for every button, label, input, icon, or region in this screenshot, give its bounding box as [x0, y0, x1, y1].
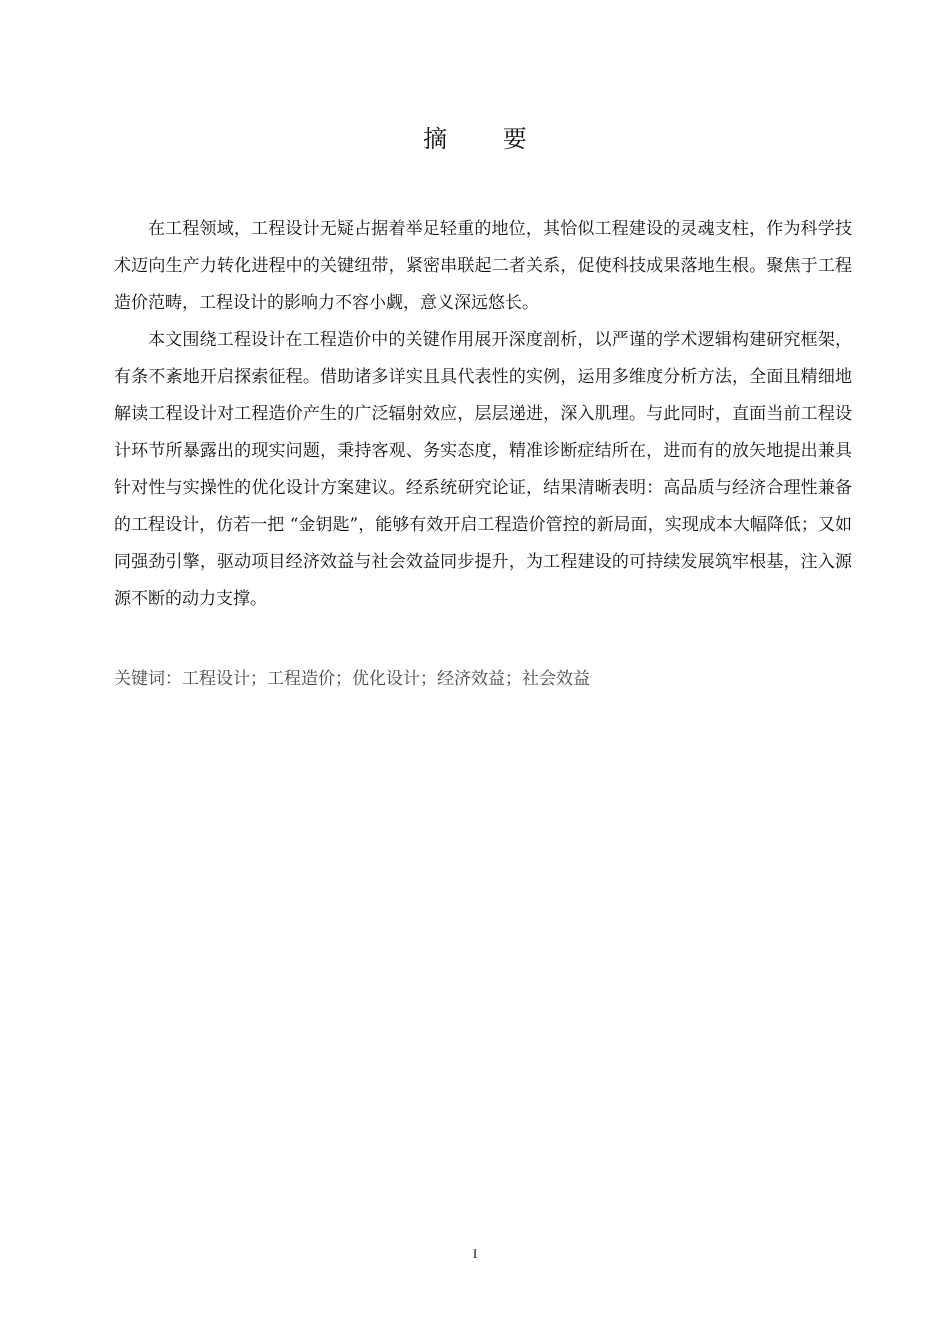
paragraph-text: 本文围绕工程设计在工程造价中的关键作用展开深度剖析，以严谨的学术逻辑构建研究框架，有条不紊地开启探索征程。借助诸多详实且具代表性的实例，运用多维度分析方法，全面且精细地解读工程设计对工程造价产生的广泛辐射效应，层层递进，深入肌理。与此同时，直面当前工程设计环节所暴露出的现实问题，秉持客观、务实态度，精准诊断症结所在，进而有的放矢地提出兼具针对性与实操性的优化设计方案建议。经系统研究论证，结果清晰表明：高品质与经济合理性兼备的工程设计，仿若一把 “金钥匙”，能够有效开启工程造价管控的新局面，实现成本大幅降低；又如同强劲引擎，驱动项目经济效益与社会效益同步提升，为工程建设的可持续发展筑牢根基，注入源源不断的动力支撑。 — [114, 330, 852, 609]
page-number: I — [472, 1246, 478, 1261]
abstract-paragraph-2 — [114, 322, 852, 618]
paragraph-text: 在工程领域，工程设计无疑占据着举足轻重的地位，其恰似工程建设的灵魂支柱，作为科学技术迈向生产力转化进程中的关键纽带，紧密串联起二者关系，促使科技成果落地生根。聚焦于工程造价范畴，工程设计的影响力不容小觑，意义深远悠长。 — [114, 219, 852, 313]
keywords-line: 关键词：工程设计；工程造价；优化设计；经济效益；社会效益 — [114, 669, 590, 689]
page-title: 摘 要 — [423, 125, 551, 153]
abstract-paragraph-1 — [114, 211, 852, 322]
